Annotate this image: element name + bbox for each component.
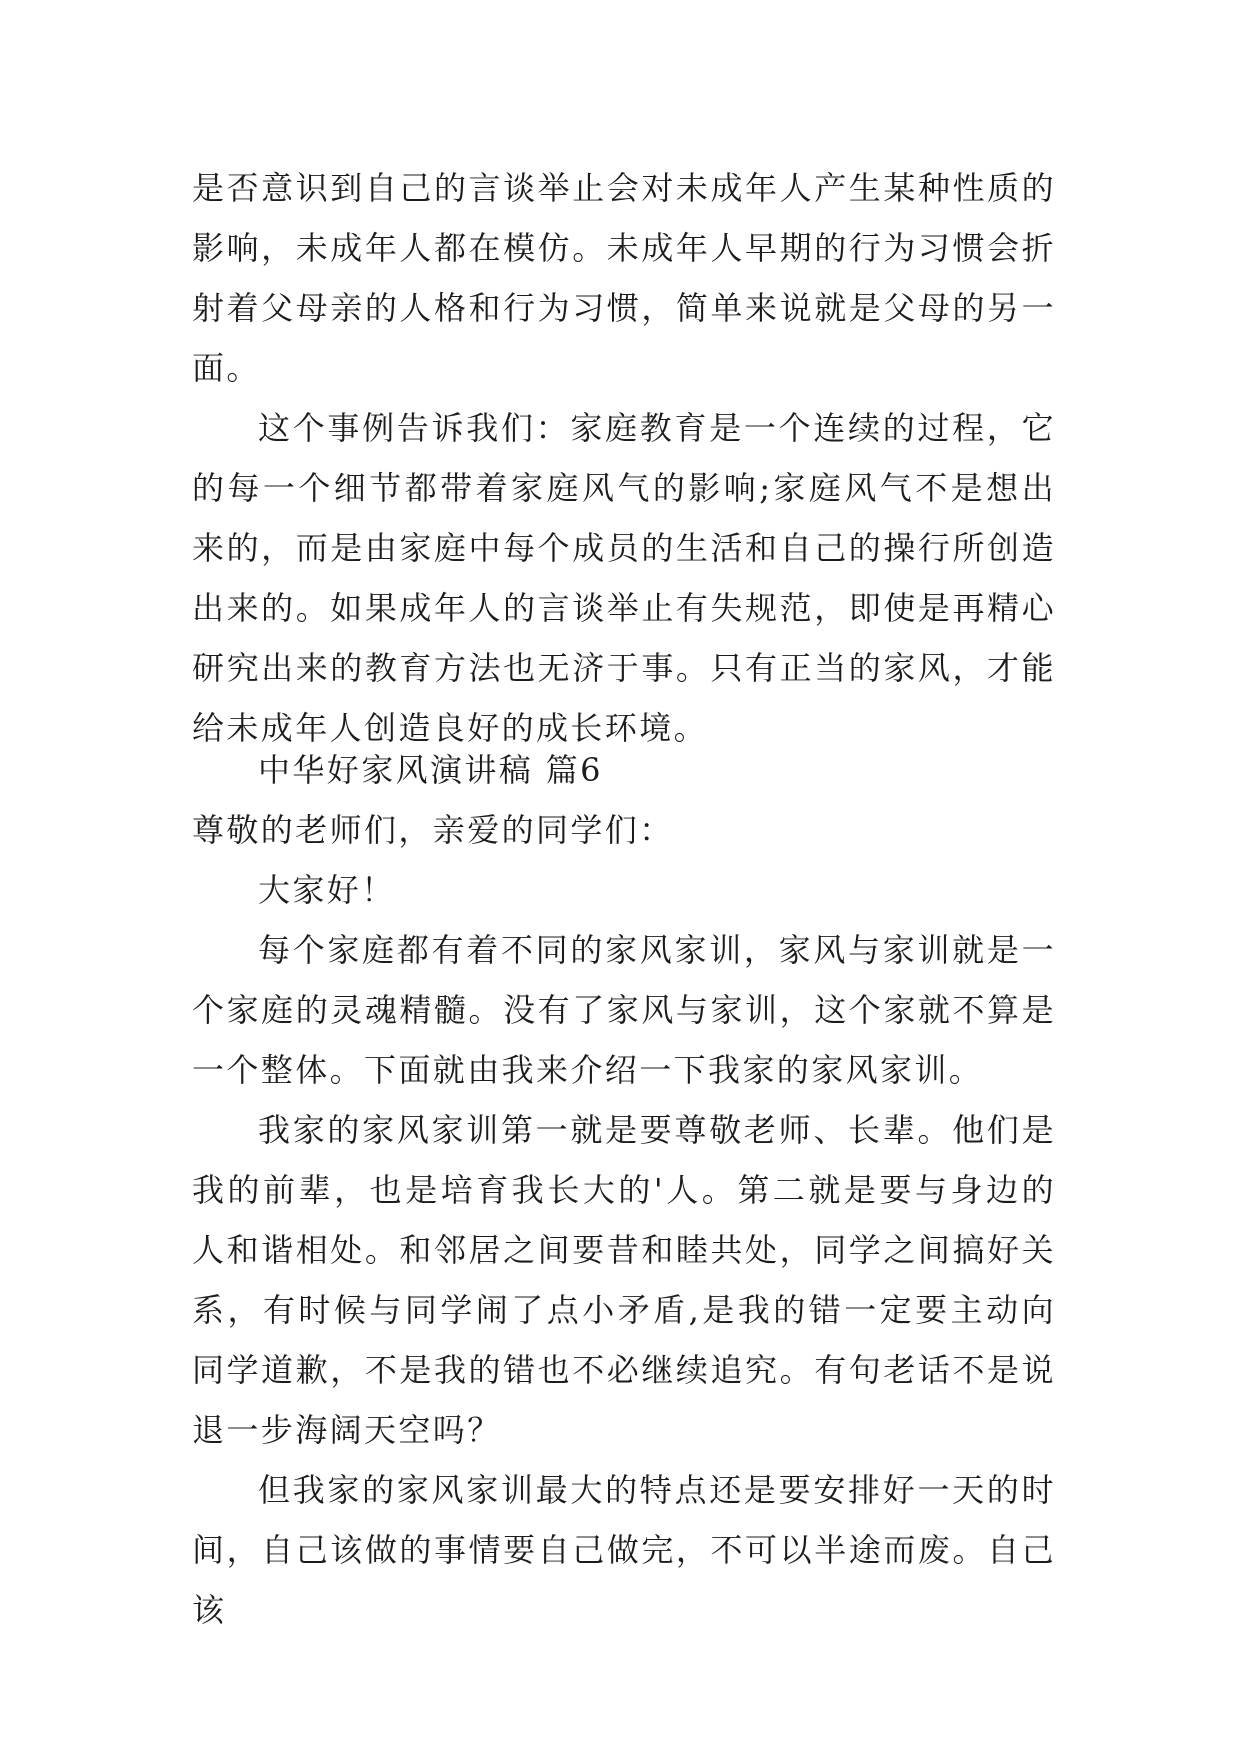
paragraph: 我家的家风家训第一就是要尊敬老师、长辈。他们是我的前辈，也是培育我长大的'人。第二就是要与身边的人和谐相处。和邻居之间要昔和睦共处，同学之间搞好关系，有时候与同学闹了点小矛盾,是我的错一定要主动向同学道歉，不是我的错也不必继续追究。有句老话不是说退一步海阔天空吗？ bbox=[192, 1111, 1056, 1449]
speech-section bbox=[192, 740, 1056, 1640]
greeting: 大家好！ bbox=[258, 871, 396, 909]
section-title: 中华好家风演讲稿 篇6 bbox=[258, 751, 603, 789]
paragraph: 这个事例告诉我们：家庭教育是一个连续的过程，它的每一个细节都带着家庭风气的影响;家庭风气不是想出来的，而是由家庭中每个成员的生活和自己的操行所创造出来的。如果成年人的言谈举止有失规范，即使是再精心研究出来的教育方法也无济于事。只有正当的家风，才能给未成年人创造良好的成长环境。 bbox=[192, 409, 1056, 747]
paragraph: 是否意识到自己的言谈举止会对未成年人产生某种性质的影响，未成年人都在模仿。未成年人早期的行为习惯会折射着父母亲的人格和行为习惯，简单来说就是父母的另一面。 bbox=[192, 169, 1056, 387]
salutation: 尊敬的老师们，亲爱的同学们： bbox=[192, 811, 674, 849]
previous-section-text bbox=[192, 158, 1056, 758]
paragraph: 但我家的家风家训最大的特点还是要安排好一天的时间，自己该做的事情要自己做完，不可以半途而废。自己该 bbox=[192, 1471, 1056, 1629]
paragraph: 每个家庭都有着不同的家风家训，家风与家训就是一个家庭的灵魂精髓。没有了家风与家训，这个家就不算是一个整体。下面就由我来介绍一下我家的家风家训。 bbox=[192, 931, 1056, 1089]
